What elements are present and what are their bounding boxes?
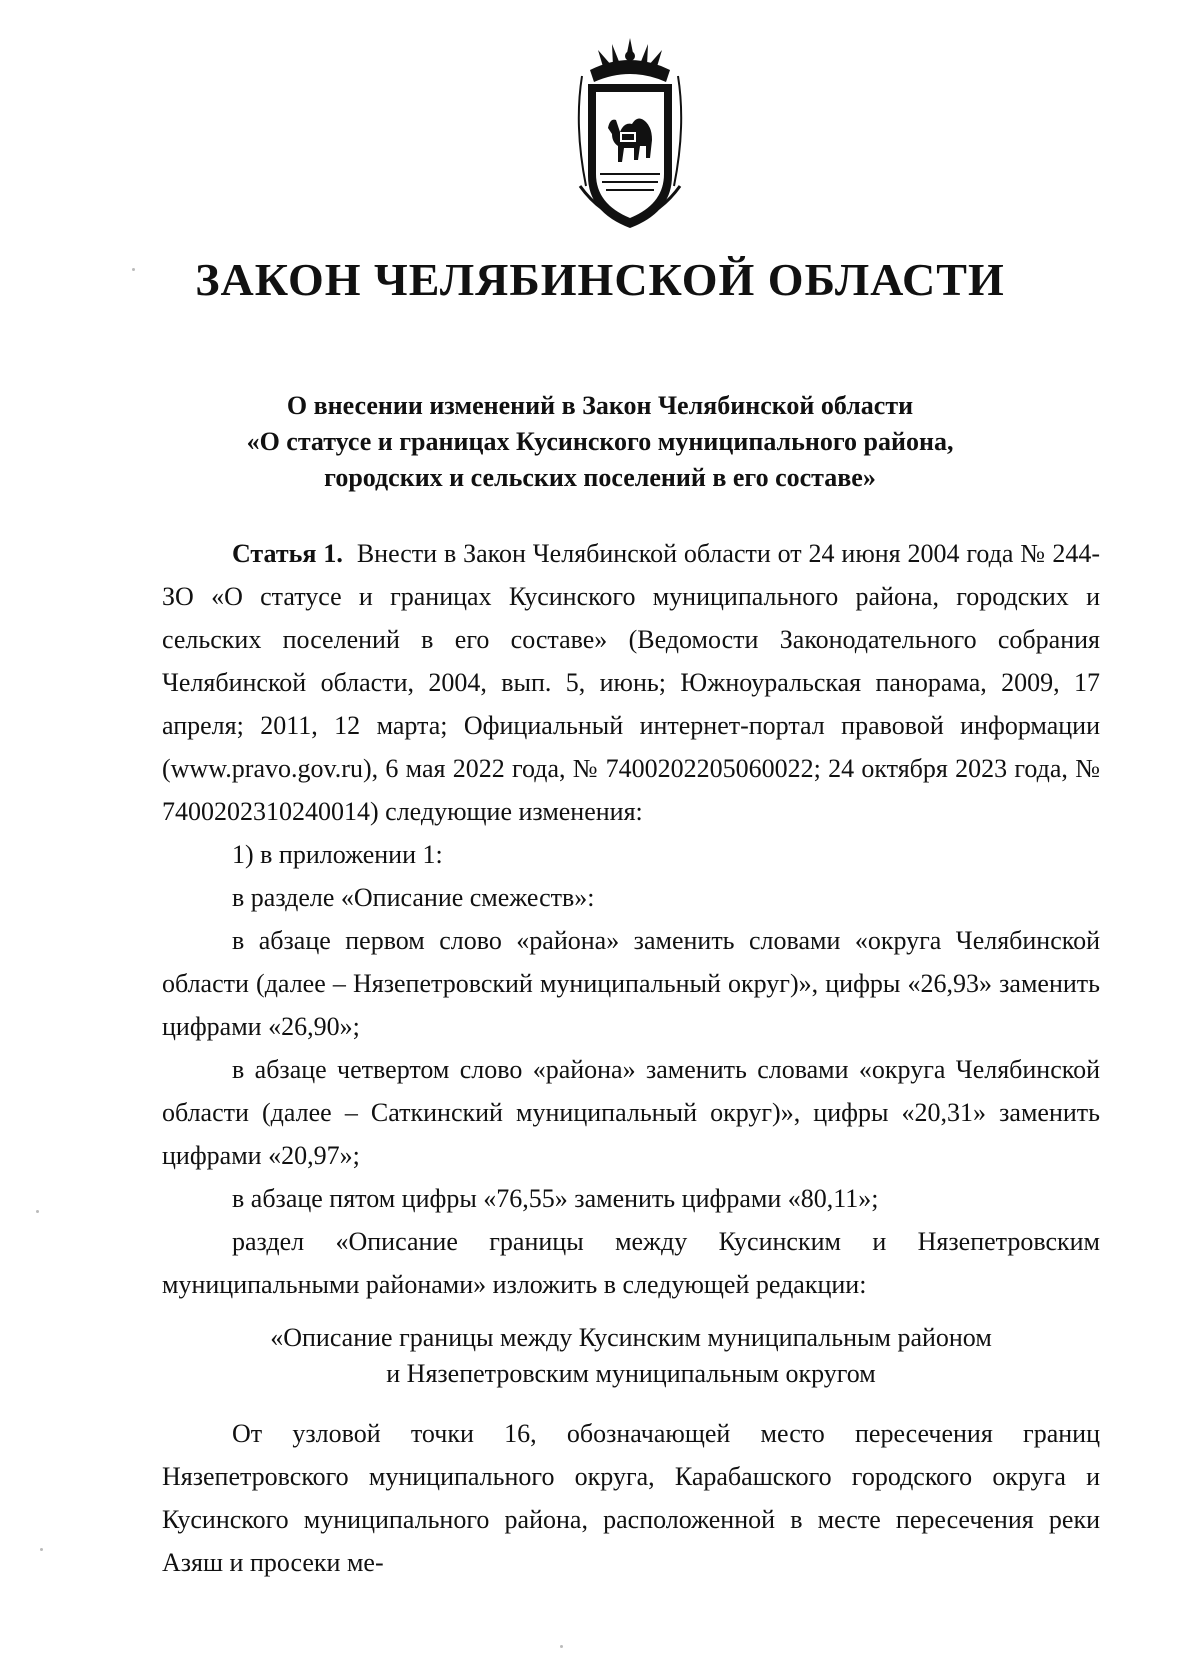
body-paragraph: раздел «Описание границы между Кусинским и Нязепетровским муниципальными районами» изложить в следующей редакции: xyxy=(162,1227,1100,1299)
section-heading-line: «Описание границы между Кусинским муниципальным районом xyxy=(270,1323,992,1352)
body-paragraph: в абзаце первом слово «района» заменить словами «округа Челябинской области (далее – Нязепетровский муниципальный округ)», цифры «26,93» заменить цифрами «26,90»; xyxy=(162,926,1100,1041)
law-subtitle xyxy=(150,388,1050,496)
chelyabinsk-coat-of-arms-icon xyxy=(560,36,700,232)
article-text: Внести в Закон Челябинской области от 24 июня 2004 года № 244-ЗО «О статусе и границах Кусинского муниципального района, городских и сельских поселений в его составе» (Ведомости Законодательного собрания Челябинской области, 2004, вып. 5, июнь; Южноуральская панорама, 2009, 17 апреля; 2011, 12 марта; Официальный интернет-портал правовой информации (www.pravo.gov.ru), 6 мая 2022 года, № 7400202205060022; 24 октября 2023 года, № 7400202310240014) следующие изменения: xyxy=(162,539,1101,826)
article-label: Статья 1. xyxy=(232,539,343,568)
scan-speck xyxy=(560,1645,563,1648)
subtitle-line: городских и сельских поселений в его составе» xyxy=(324,463,876,492)
document-body xyxy=(162,532,1100,1584)
section-heading-line: и Нязепетровским муниципальным округом xyxy=(386,1359,876,1388)
body-paragraph: От узловой точки 16, обозначающей место пересечения границ Нязепетровского муниципального округа, Карабашского городского округа и Кусинского муниципального района, расположенной в месте пересечения реки Азяш и просеки ме- xyxy=(162,1419,1100,1577)
body-paragraph: 1) в приложении 1: xyxy=(232,840,443,869)
body-paragraph: в абзаце четвертом слово «района» заменить словами «округа Челябинской области (далее – Саткинский муниципальный округ)», цифры «20,31» заменить цифрами «20,97»; xyxy=(162,1055,1100,1170)
scan-speck xyxy=(36,1210,39,1213)
body-paragraph: в абзаце пятом цифры «76,55» заменить цифрами «80,11»; xyxy=(232,1184,879,1213)
body-paragraph: в разделе «Описание смежеств»: xyxy=(232,883,595,912)
section-heading xyxy=(162,1320,1100,1392)
article-paragraph xyxy=(162,532,1100,833)
scan-speck xyxy=(40,1548,43,1551)
scan-speck xyxy=(132,268,135,271)
subtitle-line: «О статусе и границах Кусинского муниципального района, xyxy=(246,427,954,456)
subtitle-line: О внесении изменений в Закон Челябинской области xyxy=(286,391,914,420)
law-title: ЗАКОН ЧЕЛЯБИНСКОЙ ОБЛАСТИ xyxy=(195,254,1005,305)
